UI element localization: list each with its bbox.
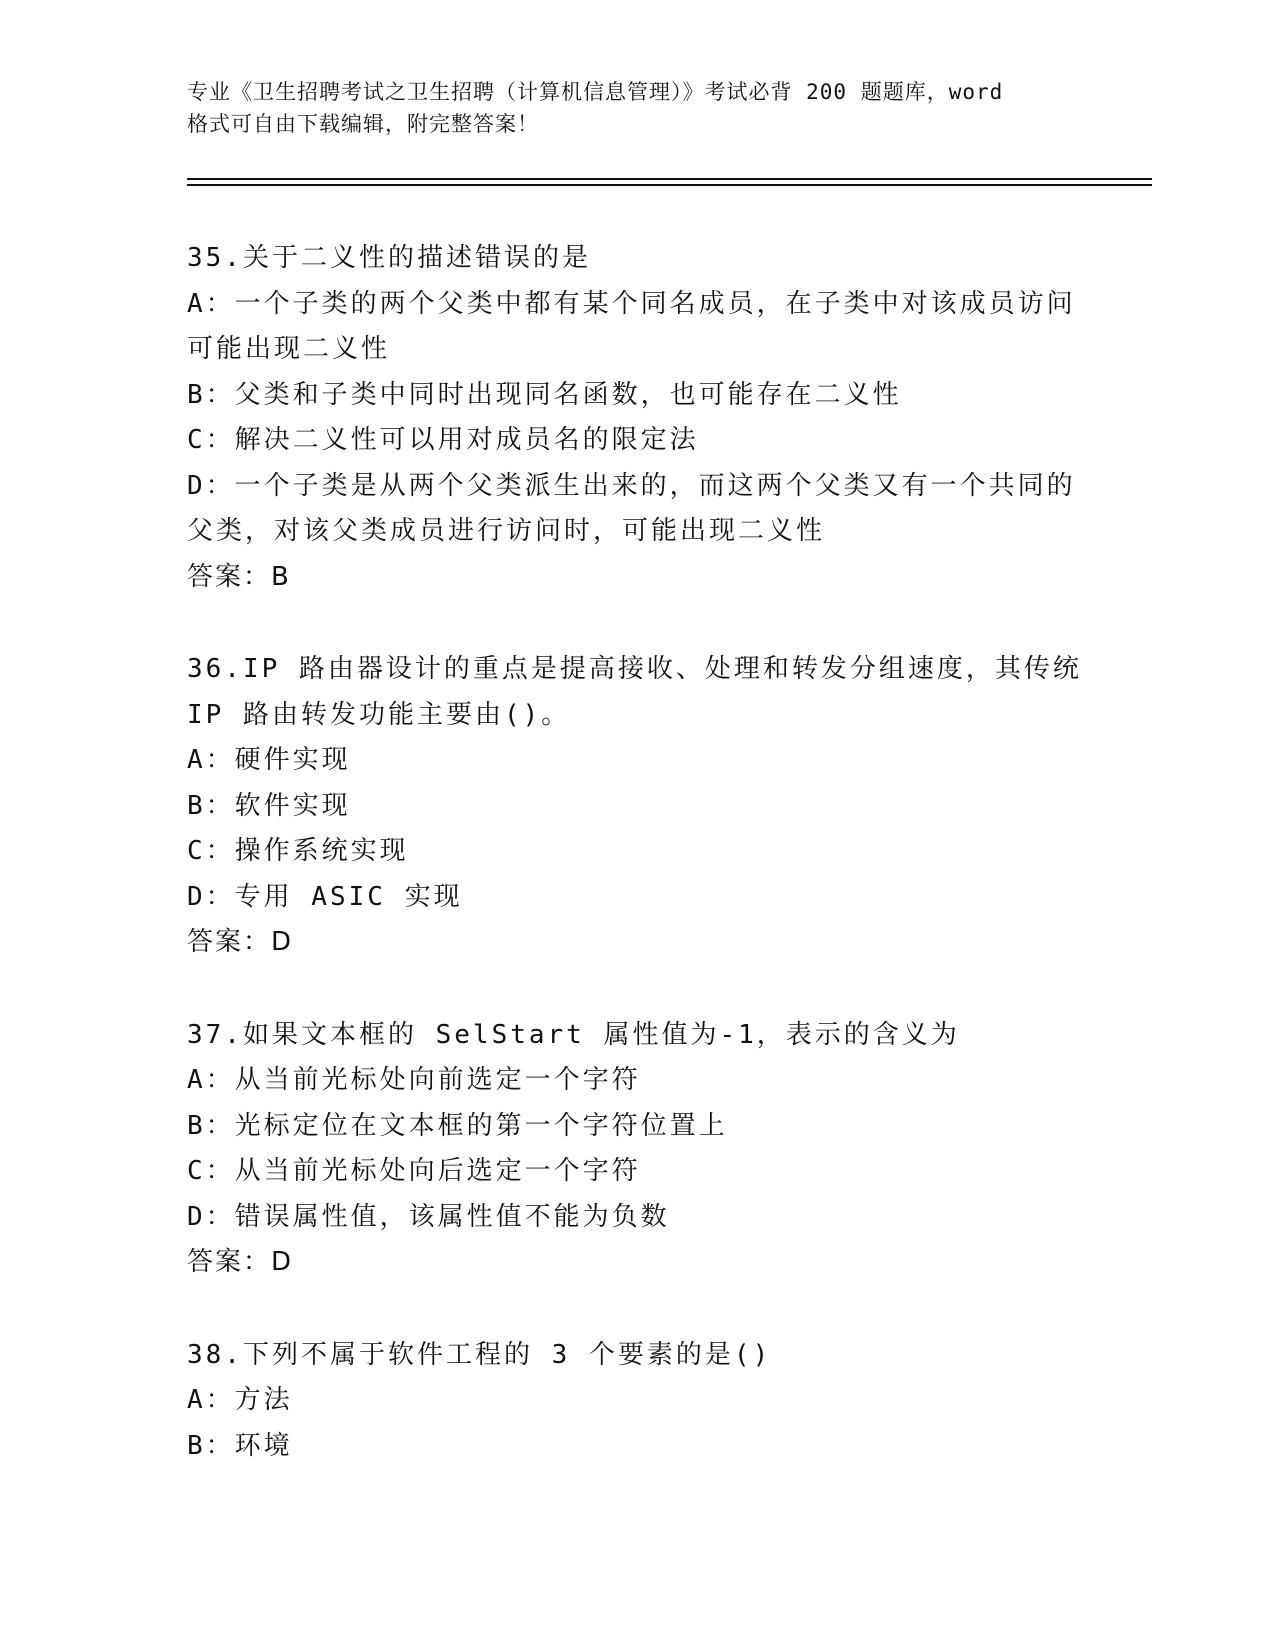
option-b: B：环境	[187, 1430, 293, 1461]
question-stem: IP 路由转发功能主要由()。	[187, 699, 571, 730]
option-b: B：父类和子类中同时出现同名函数，也可能存在二义性	[187, 379, 902, 410]
option-a: A：从当前光标处向前选定一个字符	[187, 1065, 641, 1095]
header-divider-top	[187, 178, 1152, 180]
option-a: A：硬件实现	[187, 745, 351, 775]
question-block	[187, 647, 1087, 966]
question-block	[187, 1333, 1087, 1470]
option-d: 父类，对该父类成员进行访问时，可能出现二义性	[187, 516, 826, 546]
option-d: D：错误属性值，该属性值不能为负数	[187, 1201, 670, 1232]
option-b: B：光标定位在文本框的第一个字符位置上	[187, 1110, 728, 1141]
option-a: 可能出现二义性	[187, 334, 391, 364]
option-c: C：从当前光标处向后选定一个字符	[187, 1156, 641, 1186]
header-line-1: 专业《卫生招聘考试之卫生招聘（计算机信息管理）》考试必背 200 题题库，word	[187, 80, 1004, 104]
answer-label: 答案：D	[187, 927, 294, 957]
question-stem: 36.IP 路由器设计的重点是提高接收、处理和转发分组速度，其传统	[187, 654, 1082, 684]
option-d: D：一个子类是从两个父类派生出来的，而这两个父类又有一个共同的	[187, 470, 1076, 501]
answer-label: 答案：B	[187, 561, 291, 592]
answer-label: 答案：D	[187, 1247, 294, 1277]
option-c: C：解决二义性可以用对成员名的限定法	[187, 425, 699, 455]
question-stem: 38.下列不属于软件工程的 3 个要素的是()	[187, 1339, 772, 1370]
question-block	[187, 236, 1087, 600]
option-c: C：操作系统实现	[187, 836, 409, 866]
question-stem: 37.如果文本框的 SelStart 属性值为-1，表示的含义为	[187, 1019, 960, 1050]
header-line-2: 格式可自由下载编辑，附完整答案！	[187, 112, 539, 136]
option-b: B：软件实现	[187, 790, 351, 821]
option-a: A：方法	[187, 1385, 293, 1415]
document-header	[187, 76, 1087, 140]
option-a: A：一个子类的两个父类中都有某个同名成员，在子类中对该成员访问	[187, 288, 1076, 319]
question-list	[187, 236, 1087, 1516]
question-stem: 35.关于二义性的描述错误的是	[187, 243, 591, 273]
header-divider-bottom	[187, 184, 1152, 186]
question-block	[187, 1013, 1087, 1286]
option-d: D：专用 ASIC 实现	[187, 881, 463, 912]
